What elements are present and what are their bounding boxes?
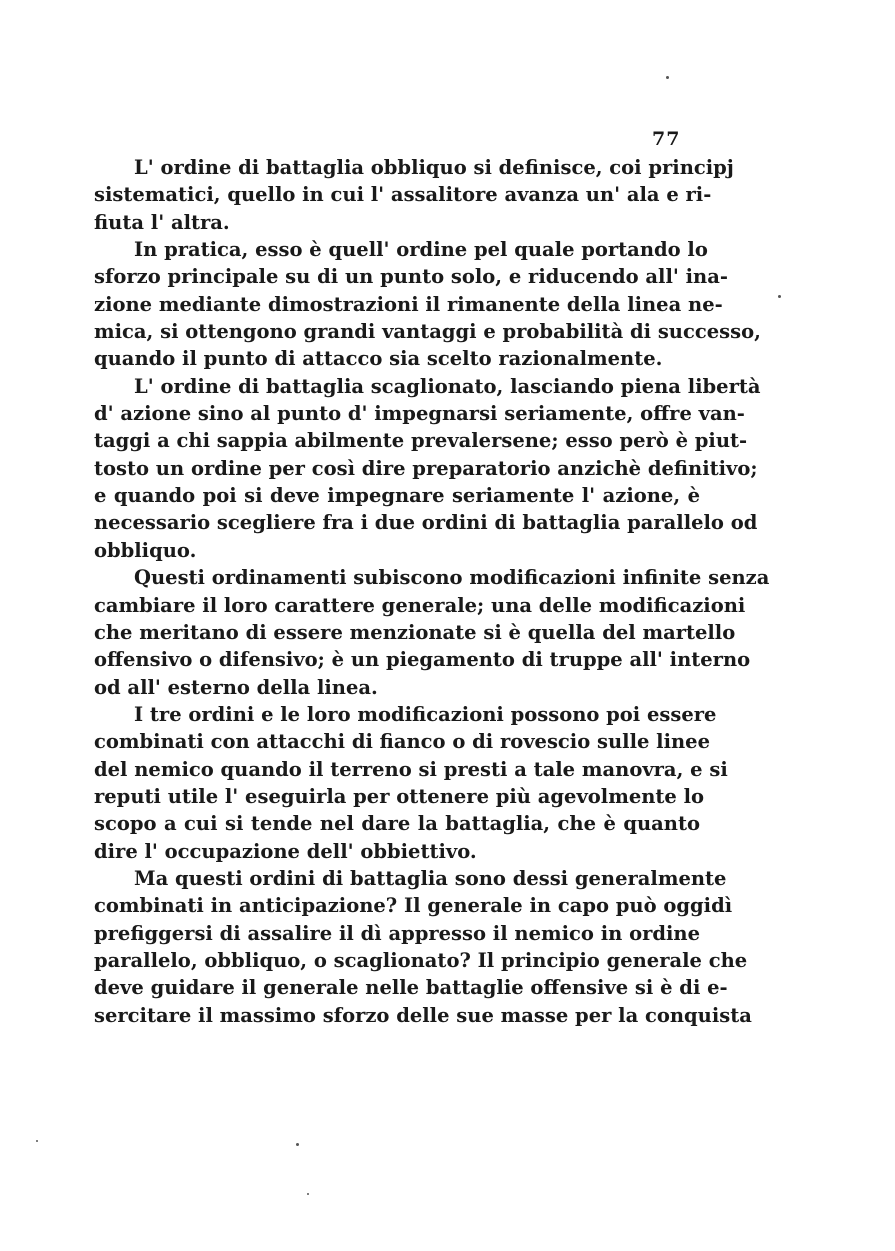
text-line: Questi ordinamenti subiscono modificazioni infinite senza xyxy=(134,566,770,590)
scan-speck xyxy=(778,295,781,298)
page-number: 77 xyxy=(652,128,681,150)
scan-speck xyxy=(296,1143,299,1146)
text-line: In pratica, esso è quell' ordine pel quale portando lo xyxy=(134,238,708,262)
text-line: scopo a cui si tende nel dare la battaglia, che è quanto xyxy=(94,812,700,836)
text-line: d' azione sino al punto d' impegnarsi seriamente, offre van- xyxy=(94,402,745,426)
text-line: obbliquo. xyxy=(94,538,197,562)
text-line: sercitare il massimo sforzo delle sue masse per la conquista xyxy=(94,1003,752,1027)
text-line: parallelo, obbliquo, o scaglionato? Il principio generale che xyxy=(94,948,748,972)
text-line: deve guidare il generale nelle battaglie offensive si è di e- xyxy=(94,976,728,1000)
text-line: Ma questi ordini di battaglia sono dessi generalmente xyxy=(134,866,727,890)
text-line: che meritano di essere menzionate si è quella del martello xyxy=(94,620,736,644)
scan-speck xyxy=(307,1193,309,1195)
text-line: tosto un ordine per così dire preparatorio anzichè definitivo; xyxy=(94,456,758,480)
text-line: fiuta l' altra. xyxy=(94,210,230,234)
text-line: del nemico quando il terreno si presti a tale manovra, e si xyxy=(94,757,728,781)
text-line: L' ordine di battaglia scaglionato, lasciando piena libertà xyxy=(134,374,761,398)
text-line: L' ordine di battaglia obbliquo si definisce, coi principj xyxy=(134,156,734,179)
text-line: cambiare il loro carattere generale; una delle modificazioni xyxy=(94,593,746,617)
text-line: mica, si ottengono grandi vantaggi e probabilità di successo, xyxy=(94,320,761,344)
text-line: combinati in anticipazione? Il generale in capo può oggidì xyxy=(94,894,733,918)
text-line: necessario scegliere fra i due ordini di battaglia parallelo od xyxy=(94,511,758,535)
text-line: e quando poi si deve impegnare seriamente l' azione, è xyxy=(94,484,700,508)
text-line: I tre ordini e le loro modificazioni possono poi essere xyxy=(134,702,717,726)
text-line: prefiggersi di assalire il dì appresso il nemico in ordine xyxy=(94,921,700,945)
text-line: combinati con attacchi di fianco o di rovescio sulle linee xyxy=(94,730,710,754)
text-line: zione mediante dimostrazioni il rimanente della linea ne- xyxy=(94,292,723,316)
text-line: reputi utile l' eseguirla per ottenere più agevolmente lo xyxy=(94,784,705,808)
text-line: dire l' occupazione dell' obbiettivo. xyxy=(94,839,477,863)
text-line: quando il punto di attacco sia scelto razionalmente. xyxy=(94,347,663,371)
text-line: sforzo principale su di un punto solo, e riducendo all' ina- xyxy=(94,265,728,289)
scan-speck xyxy=(36,1140,38,1142)
scan-speck xyxy=(666,76,669,79)
body-text xyxy=(94,154,770,1029)
text-line: od all' esterno della linea. xyxy=(94,675,378,699)
text-line: taggi a chi sappia abilmente prevalersene; esso però è piut- xyxy=(94,429,748,453)
text-line: offensivo o difensivo; è un piegamento di truppe all' interno xyxy=(94,648,751,672)
text-line: sistematici, quello in cui l' assalitore avanza un' ala e ri- xyxy=(94,183,712,207)
